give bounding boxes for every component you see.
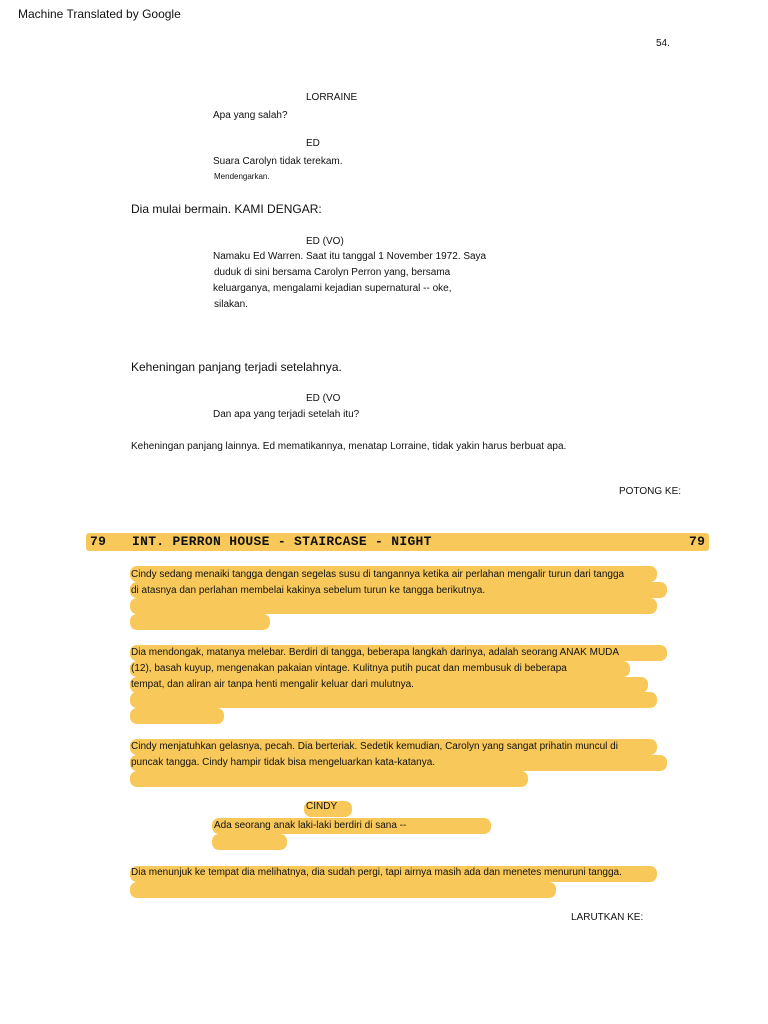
character-name-ed: ED [306,138,320,149]
action-line: Keheningan panjang terjadi setelahnya. [131,360,342,374]
transition-dissolve-to: LARUTKAN KE: [571,912,644,923]
highlight-bar [212,834,287,850]
action-line: (12), basah kuyup, mengenakan pakaian vintage. Kulitnya putih pucat dan membusuk di beberapa [131,663,567,674]
dialogue-line: Ada seorang anak laki-laki berdiri di sana -- [214,820,407,831]
dialogue-line: keluarganya, mengalami kejadian supernatural -- oke, [213,283,452,294]
action-paragraph [131,567,624,599]
action-line: Dia mulai bermain. KAMI DENGAR: [131,202,322,216]
dialogue-line: silakan. [214,299,248,310]
page-number: 54. [656,38,670,49]
action-line: di atasnya dan perlahan membelai kakinya sebelum turun ke tangga berikutnya. [131,585,486,596]
scene-number-left: 79 [90,534,107,549]
action-line: Dia mendongak, matanya melebar. Berdiri di tangga, beberapa langkah darinya, adalah seorang ANAK MUDA [131,647,620,658]
transition-cut-to: POTONG KE: [619,486,682,497]
character-name-ed-vo: ED (VO [306,393,341,404]
machine-translated-banner: Machine Translated by Google [18,7,181,21]
dialogue-line: Apa yang salah? [213,110,288,121]
character-name-lorraine: LORRAINE [306,92,358,103]
action-line: Cindy menjatuhkan gelasnya, pecah. Dia berteriak. Sedetik kemudian, Carolyn yang sangat prihatin muncul di [131,741,618,752]
highlight-bar [130,598,657,614]
action-line: Dia menunjuk ke tempat dia melihatnya, dia sudah pergi, tapi airnya masih ada dan menetes menuruni tangga. [131,867,622,878]
scene-heading: INT. PERRON HOUSE - STAIRCASE - NIGHT [132,534,432,549]
dialogue-line: Dan apa yang terjadi setelah itu? [213,409,360,420]
dialogue-block [213,249,486,313]
highlight-bar [130,771,528,787]
highlight-bar [130,708,224,724]
action-line: tempat, dan aliran air tanpa henti mengalir keluar dari mulutnya. [131,679,414,690]
action-line: Keheningan panjang lainnya. Ed mematikannya, menatap Lorraine, tidak yakin harus berbuat apa. [131,441,567,452]
dialogue-line: Namaku Ed Warren. Saat itu tanggal 1 November 1972. Saya [213,251,487,262]
action-paragraph [131,739,618,771]
dialogue-line: duduk di sini bersama Carolyn Perron yang, bersama [214,267,451,278]
action-line: Cindy sedang menaiki tangga dengan segelas susu di tangannya ketika air perlahan mengalir turun dari tangga [131,569,625,580]
action-paragraph [131,645,619,693]
dialogue-line: Suara Carolyn tidak terekam. [213,156,343,167]
scene-number-right: 79 [689,534,706,549]
action-line: puncak tangga. Cindy hampir tidak bisa mengeluarkan kata-katanya. [131,757,436,768]
character-name-ed-vo: ED (VO) [306,236,344,247]
highlight-bar [130,692,657,708]
character-name-cindy: CINDY [306,801,338,812]
highlight-bar [130,882,556,898]
parenthetical: Mendengarkan. [214,172,270,181]
highlight-bar [130,614,270,630]
